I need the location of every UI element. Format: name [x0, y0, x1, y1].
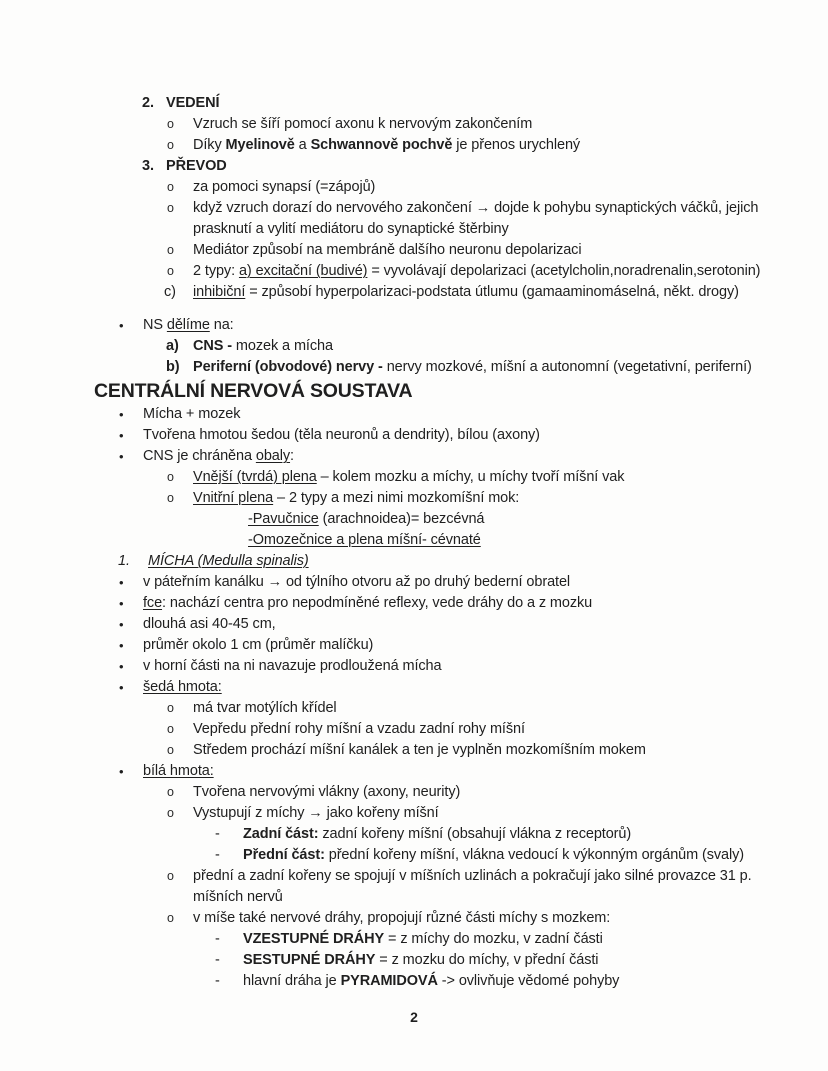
text-segment: Zadní část: — [243, 826, 319, 842]
text-segment: Myelinově — [225, 137, 295, 153]
text-segment: CENTRÁLNÍ NERVOVÁ SOUSTAVA — [94, 380, 413, 402]
line-text — [193, 782, 460, 803]
doc-line — [215, 950, 828, 971]
line-text — [193, 261, 760, 282]
paragraph-spacer — [0, 303, 828, 315]
doc-line — [142, 156, 828, 177]
line-text — [143, 572, 570, 593]
line-text — [143, 656, 441, 677]
circle-bullet-icon: o — [167, 785, 174, 799]
line-text — [193, 198, 758, 240]
line-text — [193, 719, 525, 740]
circle-bullet-icon: o — [167, 911, 174, 925]
line-text — [94, 378, 412, 404]
text-segment: v horní části na ni navazuje prodloužená mícha — [143, 658, 442, 674]
text-segment: dělíme — [166, 317, 210, 333]
line-text — [143, 635, 373, 656]
text-segment: Tvořena hmotou šedou (těla neuronů a dendrity), bílou (axony) — [143, 427, 540, 443]
doc-line — [119, 677, 828, 698]
line-text — [143, 761, 214, 782]
text-segment: dlouhá asi 40-45 cm, — [143, 616, 276, 632]
line-text — [193, 114, 532, 135]
text-segment: -Omozečnice a plena míšní- cévnaté — [248, 532, 481, 548]
text-segment: fce — [143, 595, 163, 611]
disc-bullet-icon: • — [119, 659, 124, 674]
text-segment: bílá hmota: — [143, 763, 214, 779]
circle-bullet-icon: o — [167, 743, 174, 757]
line-text — [143, 425, 540, 446]
text-segment: 2 typy: — [193, 263, 239, 279]
circle-bullet-icon: o — [167, 243, 174, 257]
doc-line — [118, 551, 828, 572]
line-text — [243, 845, 744, 866]
doc-line — [119, 404, 828, 425]
text-segment: (arachnoidea)= bezcévná — [318, 511, 485, 527]
line-text — [193, 698, 337, 719]
text-segment: inhibiční — [193, 284, 246, 300]
line-text — [193, 803, 439, 824]
text-segment: prasknutí a vylití mediátoru do synaptické štěrbiny — [193, 221, 509, 237]
line-text — [148, 551, 309, 572]
page-number: 2 — [410, 1009, 418, 1025]
line-text — [243, 929, 603, 950]
line-text — [243, 824, 631, 845]
heading-centralni-nervova-soustava — [94, 378, 828, 404]
list-number: a) — [166, 338, 179, 354]
doc-line — [119, 572, 828, 593]
text-segment: Vepředu přední rohy míšní a vzadu zadní rohy míšní — [193, 721, 525, 737]
text-segment: : nachází centra pro nepodmíněné reflexy, vede dráhy do a z mozku — [162, 595, 593, 611]
text-segment: : — [290, 448, 294, 464]
text-segment: PYRAMIDOVÁ — [340, 973, 438, 989]
text-segment: NS — [143, 317, 167, 333]
disc-bullet-icon: • — [119, 680, 124, 695]
text-segment: CNS je chráněna — [143, 448, 256, 464]
text-segment: Schwannově pochvě — [310, 137, 453, 153]
line-text — [193, 866, 752, 908]
line-text — [193, 740, 646, 761]
text-segment: Mediátor způsobí na membráně dalšího neuronu depolarizaci — [193, 242, 582, 258]
text-segment: zadní kořeny míšní (obsahují vlákna z receptorů) — [318, 826, 632, 842]
text-segment: a) excitační (budivé) — [238, 263, 368, 279]
doc-line — [167, 740, 828, 761]
doc-line — [167, 240, 828, 261]
doc-line — [119, 635, 828, 656]
disc-bullet-icon: • — [119, 428, 124, 443]
list-number: 3. — [142, 158, 154, 174]
line-text — [193, 908, 610, 929]
text-segment: Přední část: — [243, 847, 325, 863]
doc-line — [119, 425, 828, 446]
circle-bullet-icon: o — [167, 722, 174, 736]
text-segment: = z míchy do mozku, v zadní části — [384, 931, 603, 947]
doc-line — [119, 593, 828, 614]
list-number: 2. — [142, 95, 154, 111]
line-text — [193, 357, 752, 378]
text-segment: Vnější (tvrdá) plena — [193, 469, 317, 485]
line-text — [143, 404, 240, 425]
text-segment: Mícha + mozek — [143, 406, 241, 422]
disc-bullet-icon: • — [119, 449, 124, 464]
doc-line — [119, 656, 828, 677]
text-segment: a — [294, 137, 311, 153]
doc-line — [167, 866, 828, 908]
doc-line — [164, 282, 828, 303]
text-segment: PŘEVOD — [166, 158, 227, 174]
line-text — [248, 530, 481, 551]
text-segment: míšních nervů — [193, 889, 283, 905]
text-segment: hlavní dráha je — [243, 973, 341, 989]
text-segment: má tvar motýlích křídel — [193, 700, 337, 716]
line-text — [243, 971, 619, 992]
line-text — [143, 315, 234, 336]
text-segment: SESTUPNÉ DRÁHY — [243, 952, 376, 968]
dash-bullet-icon: - — [215, 931, 220, 947]
line-text — [193, 467, 624, 488]
text-segment: obaly — [255, 448, 291, 464]
circle-bullet-icon: o — [167, 138, 174, 152]
text-segment: MÍCHA (Medulla spinalis) — [148, 553, 309, 569]
line-text — [248, 509, 484, 530]
line-text — [143, 446, 294, 467]
text-segment: Periferní (obvodové) nervy - — [193, 359, 383, 375]
doc-line — [119, 761, 828, 782]
doc-line — [167, 719, 828, 740]
list-number: b) — [166, 359, 180, 375]
text-segment: když vzruch dorazí do nervového zakončení → dojde k pohybu synaptických váčků, jejich — [193, 200, 759, 216]
line-text — [143, 677, 222, 698]
text-segment: VZESTUPNÉ DRÁHY — [243, 931, 385, 947]
circle-bullet-icon: o — [167, 869, 174, 883]
dash-bullet-icon: - — [215, 826, 220, 842]
disc-bullet-icon: • — [119, 764, 124, 779]
text-segment: – 2 typy a mezi nimi mozkomíšní mok: — [273, 490, 520, 506]
line-text — [166, 156, 227, 177]
text-segment: nervy mozkové, míšní a autonomní (vegetativní, periferní) — [382, 359, 752, 375]
list-number: c) — [164, 284, 176, 300]
doc-line — [167, 698, 828, 719]
doc-line — [248, 530, 828, 551]
doc-line — [248, 509, 828, 530]
doc-line — [119, 315, 828, 336]
circle-bullet-icon: o — [167, 264, 174, 278]
dash-bullet-icon: - — [215, 952, 220, 968]
disc-bullet-icon: • — [119, 575, 124, 590]
text-segment: -> ovlivňuje vědomé pohyby — [437, 973, 620, 989]
circle-bullet-icon: o — [167, 806, 174, 820]
text-segment: – kolem mozku a míchy, u míchy tvoří míšní vak — [316, 469, 625, 485]
text-segment: = způsobí hyperpolarizaci-podstata útlumu (gamaaminomáselná, někt. drogy) — [245, 284, 739, 300]
line-text — [193, 282, 739, 303]
doc-line — [142, 93, 828, 114]
line-text — [193, 177, 375, 198]
circle-bullet-icon: o — [167, 117, 174, 131]
disc-bullet-icon: • — [119, 318, 124, 333]
text-segment: Vnitřní plena — [193, 490, 274, 506]
line-text — [143, 593, 592, 614]
doc-line — [119, 614, 828, 635]
disc-bullet-icon: • — [119, 617, 124, 632]
doc-line — [215, 971, 828, 992]
circle-bullet-icon: o — [167, 201, 174, 215]
text-segment: Středem prochází míšní kanálek a ten je vyplněn mozkomíšním mokem — [193, 742, 646, 758]
line-text — [193, 240, 581, 261]
line-text — [193, 488, 519, 509]
document-body — [0, 93, 828, 992]
text-segment: Vzruch se šíří pomocí axonu k nervovým zakončením — [193, 116, 533, 132]
doc-line — [167, 261, 828, 282]
disc-bullet-icon: • — [119, 407, 124, 422]
doc-line — [166, 357, 828, 378]
circle-bullet-icon: o — [167, 470, 174, 484]
doc-line — [167, 135, 828, 156]
doc-line — [215, 929, 828, 950]
text-segment: je přenos urychlený — [452, 137, 581, 153]
text-segment: Tvořena nervovými vlákny (axony, neurity) — [193, 784, 461, 800]
doc-line — [215, 845, 828, 866]
disc-bullet-icon: • — [119, 596, 124, 611]
doc-line — [167, 803, 828, 824]
dash-bullet-icon: - — [215, 973, 220, 989]
text-segment: CNS - — [193, 338, 232, 354]
list-number: 1. — [118, 553, 130, 569]
text-segment: Díky — [193, 137, 226, 153]
text-segment: = z mozku do míchy, v přední části — [375, 952, 599, 968]
doc-line — [167, 114, 828, 135]
line-text — [193, 336, 333, 357]
text-segment: za pomoci synapsí (=zápojů) — [193, 179, 376, 195]
text-segment: -Pavučnice — [248, 511, 319, 527]
line-text — [166, 93, 219, 114]
text-segment: v páteřním kanálku → od týlního otvoru až po druhý bederní obratel — [143, 574, 571, 590]
line-text — [243, 950, 598, 971]
circle-bullet-icon: o — [167, 491, 174, 505]
circle-bullet-icon: o — [167, 180, 174, 194]
doc-line — [166, 336, 828, 357]
doc-line — [167, 177, 828, 198]
text-segment: přední a zadní kořeny se spojují v míšních uzlinách a pokračují jako silné provazce 31 p. — [193, 868, 752, 884]
doc-line — [119, 446, 828, 467]
dash-bullet-icon: - — [215, 847, 220, 863]
text-segment: v míše také nervové dráhy, propojují různé části míchy s mozkem: — [193, 910, 611, 926]
text-segment: mozek a mícha — [231, 338, 333, 354]
doc-line — [215, 824, 828, 845]
text-segment: Vystupují z míchy → jako kořeny míšní — [193, 805, 439, 821]
doc-line — [167, 782, 828, 803]
text-segment: na: — [209, 317, 234, 333]
text-segment: průměr okolo 1 cm (průměr malíčku) — [143, 637, 374, 653]
text-segment: šedá hmota: — [143, 679, 222, 695]
doc-line — [167, 198, 828, 240]
text-segment: = vyvolávají depolarizaci (acetylcholin,noradrenalin,serotonin) — [367, 263, 761, 279]
line-text — [143, 614, 276, 635]
doc-line — [167, 488, 828, 509]
text-segment: VEDENÍ — [166, 95, 220, 111]
doc-line — [167, 908, 828, 929]
disc-bullet-icon: • — [119, 638, 124, 653]
circle-bullet-icon: o — [167, 701, 174, 715]
text-segment: přední kořeny míšní, vlákna vedoucí k výkonným orgánům (svaly) — [324, 847, 745, 863]
line-text — [193, 135, 580, 156]
doc-line — [167, 467, 828, 488]
